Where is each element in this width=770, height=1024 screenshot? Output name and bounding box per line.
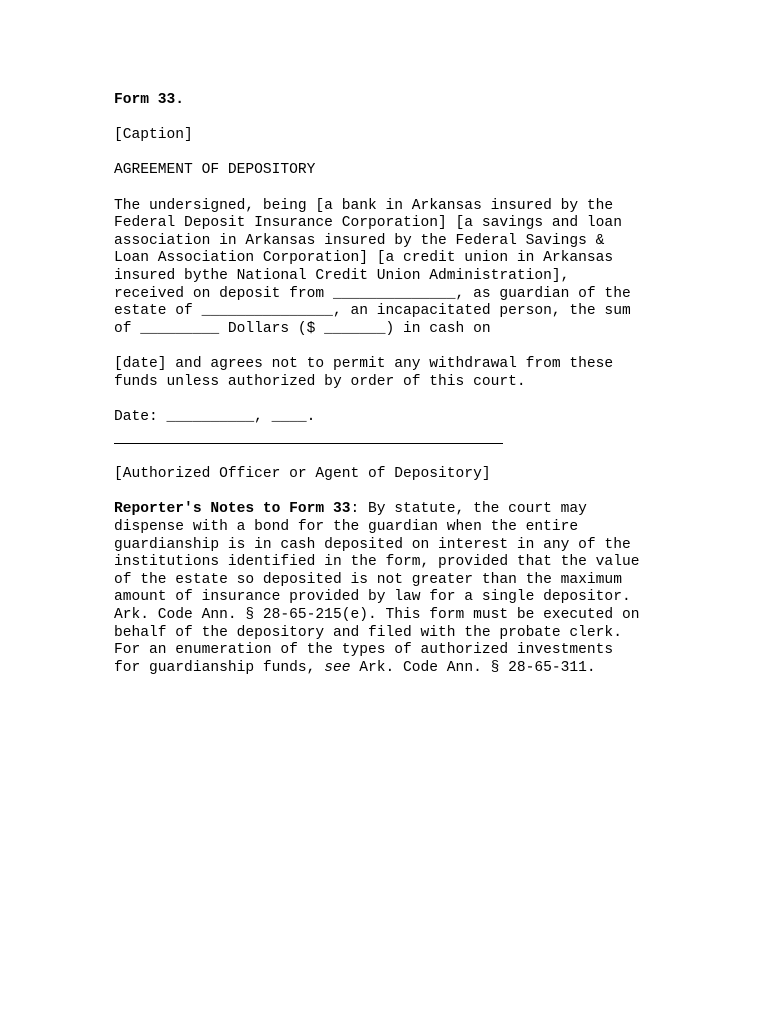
notes-colon: :	[350, 501, 360, 518]
reporters-notes	[114, 501, 674, 677]
notes-see: see	[324, 659, 351, 676]
form-title: Form 33.	[114, 92, 185, 108]
agreement-body: The undersigned, being [a bank in Arkansas insured by the Federal Deposit Insurance Corporation] [a savings and loan association in Arkansas insured by the Federal Savings & Loan Association Corporation] [a credit union in Arkansas insured bythe National Credit Union Administration], received on deposit from ______________, as guardian of the estate of _______________, an incapacitated person, the sum of _________ Dollars ($ _______) in cash on	[114, 197, 631, 337]
document-heading: AGREEMENT OF DEPOSITORY	[114, 162, 316, 179]
date-line: Date: __________, ____.	[114, 408, 316, 425]
signature-line	[114, 442, 503, 444]
agreement-terms: [date] and agrees not to permit any withdrawal from these funds unless authorized by order of this court.	[114, 355, 614, 390]
caption-placeholder: [Caption]	[114, 127, 193, 144]
notes-label: Reporter's Notes to Form 33	[114, 501, 351, 518]
notes-text-part2: Ark. Code Ann. § 28-65-311.	[350, 659, 596, 676]
notes-text-part1: By statute, the court may dispense with a bond for the guardian when the entire guardianship is in cash deposited on interest in any of the institutions identified in the form, provided that the value of the estate so deposited is not greater than the maximum amount of insurance provided by law for a single depositor. Ark. Code Ann. § 28-65-215(e). This form must be executed on behalf of the depository and filed with the probate clerk. For an enumeration of the types of authorized investments for guardianship funds,	[114, 501, 640, 676]
signature-label: [Authorized Officer or Agent of Depository]	[114, 466, 491, 483]
document-page	[114, 92, 674, 695]
